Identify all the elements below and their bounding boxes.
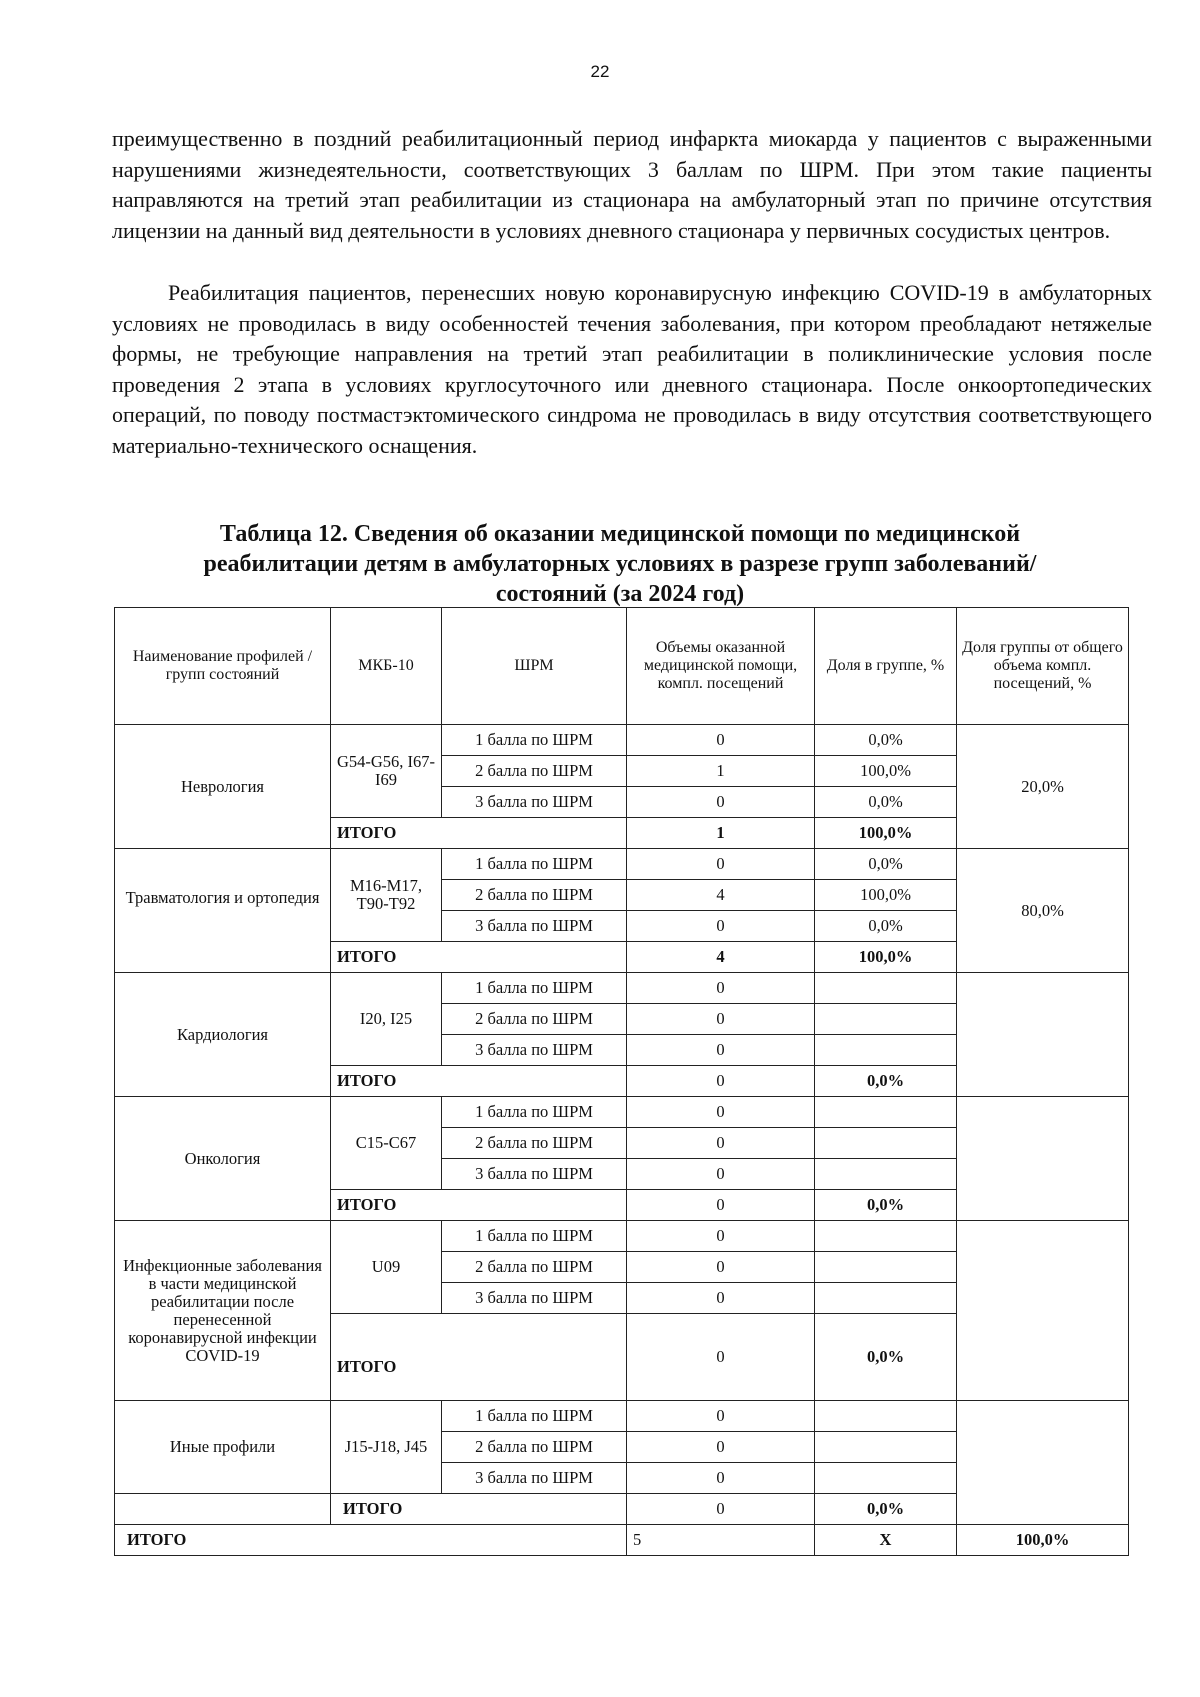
volume-cell: 0 [627, 849, 815, 880]
share-cell [815, 1283, 957, 1314]
header-volume: Объемы оказанной медицинской помощи, компл. посещений [627, 608, 815, 725]
share-cell: 100,0% [815, 880, 957, 911]
volume-cell: 0 [627, 1432, 815, 1463]
group-name: Травматология и ортопедия [115, 849, 331, 973]
shrm-level: 2 балла по ШРМ [442, 880, 627, 911]
share-cell: 0,0% [815, 911, 957, 942]
paragraph-1: преимущественно в поздний реабилитационный период инфаркта миокарда у пациентов с выраженными нарушениями жизнедеятельности, соответствующих 3 баллам по ШРМ. При этом такие пациенты направляются на третий этап реабилитации из стационара на амбулаторный этап по причине отсутствия лицензии на данный вид деятельности в условиях дневного стационара у первичных сосудистых центров. [112, 126, 1152, 243]
volume-cell: 0 [627, 1128, 815, 1159]
rehab-table [114, 607, 1129, 1556]
share-cell: 0,0% [815, 725, 957, 756]
total-share: 100,0% [815, 818, 957, 849]
total-volume: 0 [627, 1314, 815, 1401]
total-label: ИТОГО [331, 1190, 627, 1221]
grand-total-group-share: 100,0% [957, 1525, 1129, 1556]
total-volume: 0 [627, 1190, 815, 1221]
shrm-level: 1 балла по ШРМ [442, 1221, 627, 1252]
total-volume: 1 [627, 818, 815, 849]
share-cell [815, 1159, 957, 1190]
header-share-total: Доля группы от общего объема компл. посещений, % [957, 608, 1129, 725]
shrm-level: 1 балла по ШРМ [442, 849, 627, 880]
total-label: ИТОГО [331, 1314, 627, 1401]
share-cell [815, 1004, 957, 1035]
grand-total-row [115, 1525, 1129, 1556]
group-share [957, 1221, 1129, 1401]
header-share-group: Доля в группе, % [815, 608, 957, 725]
group-icd: I20, I25 [331, 973, 442, 1066]
group-icd: G54-G56, I67-I69 [331, 725, 442, 818]
shrm-level: 2 балла по ШРМ [442, 1128, 627, 1159]
shrm-level: 3 балла по ШРМ [442, 911, 627, 942]
share-cell [815, 1252, 957, 1283]
total-share: 0,0% [815, 1494, 957, 1525]
volume-cell: 0 [627, 725, 815, 756]
share-cell [815, 1097, 957, 1128]
table-row [115, 1401, 1129, 1432]
group-name: Онкология [115, 1097, 331, 1221]
shrm-level: 2 балла по ШРМ [442, 1432, 627, 1463]
share-cell: 100,0% [815, 756, 957, 787]
paragraph-2: Реабилитация пациентов, перенесших новую коронавирусную инфекцию COVID-19 в амбулаторных условиях не проводилась в виду особенностей течения заболевания, при котором преобладают нетяжелые формы, не требующие направления на третий этап реабилитации в поликлинические условия после проведения 2 этапа в условиях круглосуточного или дневного стационара. После онкоортопедических операций, по поводу постмастэктомического синдрома не проводилась в виду отсутствия соответствующего материально-технического оснащения. [112, 280, 1152, 458]
shrm-level: 1 балла по ШРМ [442, 1401, 627, 1432]
volume-cell: 0 [627, 1401, 815, 1432]
shrm-level: 1 балла по ШРМ [442, 973, 627, 1004]
table-row [115, 1221, 1129, 1252]
group-share: 20,0% [957, 725, 1129, 849]
total-share: 0,0% [815, 1066, 957, 1097]
share-cell [815, 1221, 957, 1252]
group-name: Иные профили [115, 1401, 331, 1494]
shrm-level: 2 балла по ШРМ [442, 1004, 627, 1035]
shrm-level: 2 балла по ШРМ [442, 1252, 627, 1283]
table-row [115, 849, 1129, 880]
total-share: 0,0% [815, 1314, 957, 1401]
volume-cell: 0 [627, 1283, 815, 1314]
volume-cell: 0 [627, 1035, 815, 1066]
share-cell [815, 1035, 957, 1066]
share-cell [815, 973, 957, 1004]
total-share: 0,0% [815, 1190, 957, 1221]
volume-cell: 0 [627, 1221, 815, 1252]
total-volume: 0 [627, 1066, 815, 1097]
header-shrm: ШРМ [442, 608, 627, 725]
total-label: ИТОГО [331, 818, 627, 849]
share-cell: 0,0% [815, 849, 957, 880]
group-icd: М16-М17, Т90-Т92 [331, 849, 442, 942]
volume-cell: 0 [627, 1252, 815, 1283]
group-name: Кардиология [115, 973, 331, 1097]
share-cell [815, 1401, 957, 1432]
grand-total-label: ИТОГО [115, 1525, 627, 1556]
table-header-row [115, 608, 1129, 725]
shrm-level: 2 балла по ШРМ [442, 756, 627, 787]
total-share: 100,0% [815, 942, 957, 973]
volume-cell: 0 [627, 973, 815, 1004]
table-row [115, 973, 1129, 1004]
total-label: ИТОГО [331, 942, 627, 973]
total-label: ИТОГО [331, 1066, 627, 1097]
shrm-level: 3 балла по ШРМ [442, 1463, 627, 1494]
volume-cell: 0 [627, 787, 815, 818]
volume-cell: 0 [627, 1159, 815, 1190]
volume-cell: 0 [627, 1097, 815, 1128]
group-name: Неврология [115, 725, 331, 849]
share-cell [815, 1463, 957, 1494]
group-name: Инфекционные заболевания в части медицинской реабилитации после перенесенной коронавирусной инфекции COVID-19 [115, 1221, 331, 1401]
shrm-level: 3 балла по ШРМ [442, 1035, 627, 1066]
shrm-level: 3 балла по ШРМ [442, 1159, 627, 1190]
group-share [957, 1401, 1129, 1525]
header-profile: Наименование профилей / групп состояний [115, 608, 331, 725]
volume-cell: 1 [627, 756, 815, 787]
volume-cell: 0 [627, 1004, 815, 1035]
volume-cell: 0 [627, 911, 815, 942]
total-label: ИТОГО [331, 1494, 627, 1525]
shrm-level: 1 балла по ШРМ [442, 725, 627, 756]
table-row [115, 725, 1129, 756]
total-volume: 4 [627, 942, 815, 973]
share-cell [815, 1128, 957, 1159]
group-icd: J15-J18, J45 [331, 1401, 442, 1494]
group-share [957, 1097, 1129, 1221]
volume-cell: 0 [627, 1463, 815, 1494]
shrm-level: 3 балла по ШРМ [442, 787, 627, 818]
page-number: 22 [590, 62, 610, 81]
header-icd: МКБ-10 [331, 608, 442, 725]
grand-total-volume: 5 [627, 1525, 815, 1556]
group-icd: U09 [331, 1221, 442, 1314]
shrm-level: 3 балла по ШРМ [442, 1283, 627, 1314]
group-share [957, 973, 1129, 1097]
total-volume: 0 [627, 1494, 815, 1525]
volume-cell: 4 [627, 880, 815, 911]
shrm-level: 1 балла по ШРМ [442, 1097, 627, 1128]
share-cell [815, 1432, 957, 1463]
table-title: Таблица 12. Сведения об оказании медицинской помощи по медицинской реабилитации детям в амбулаторных условиях в разрезе групп заболеваний/состояний (за 2024 год) [203, 521, 1037, 607]
group-icd: С15-С67 [331, 1097, 442, 1190]
grand-total-share: Х [815, 1525, 957, 1556]
table-row [115, 1097, 1129, 1128]
group-share: 80,0% [957, 849, 1129, 973]
share-cell: 0,0% [815, 787, 957, 818]
